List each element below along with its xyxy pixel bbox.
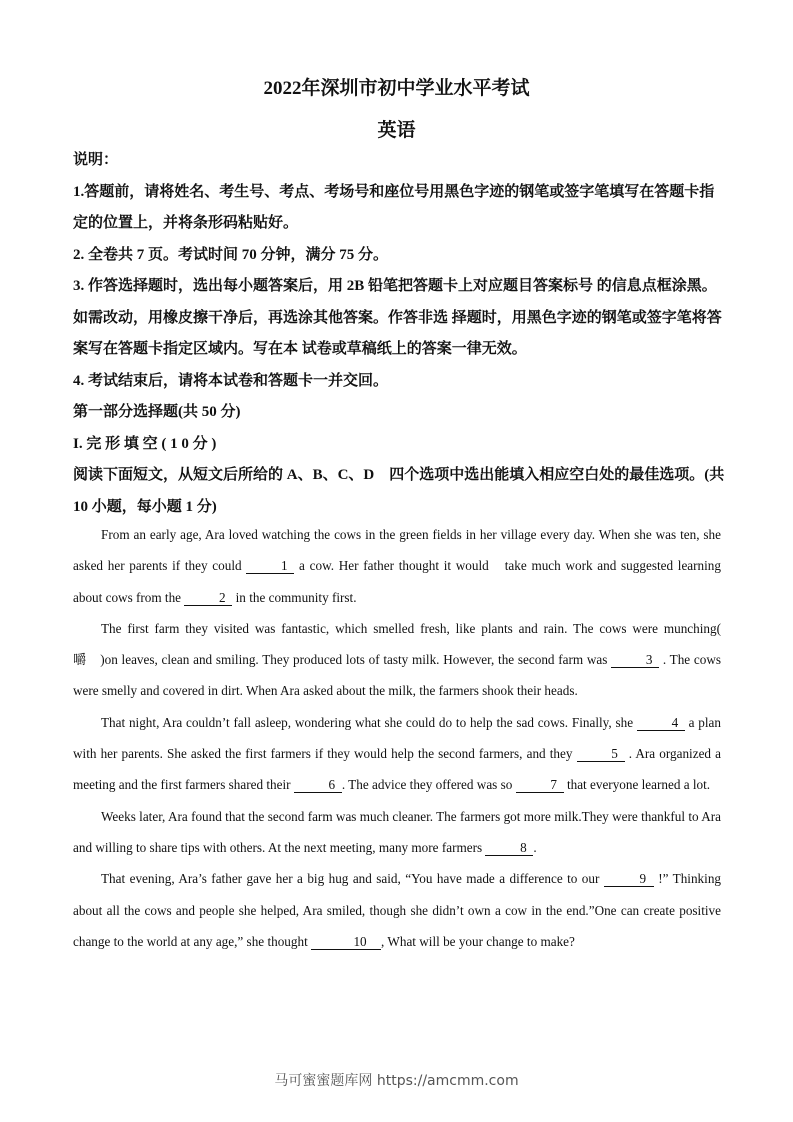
blank-3: 3 [611, 653, 659, 668]
instructions-heading: 说明： [73, 152, 119, 168]
watermark-footer: 马可蜜蜜题库网 https://amcmm.com [274, 1073, 519, 1089]
instructions [73, 145, 725, 523]
passage-text: a plan with her parents. She asked the first farmers if they would help the second farmers, and they [73, 714, 721, 762]
instruction-item: 1.答题前，请将姓名、考生号、考点、考场号和座位号用黑色字迹的钢笔或签字笔填写在答题卡指定的位置上，并将条形码粘贴好。 [73, 183, 715, 231]
passage-text: , What will be your change to make? [381, 933, 575, 949]
part-heading: 第一部分选择题(共 50 分) [73, 404, 241, 420]
subject-title: 英语 [377, 120, 416, 141]
blank-6: 6 [294, 778, 342, 793]
instruction-item: 4. 考试结束后，请将本试卷和答题卡一并交回。 [73, 372, 389, 389]
section-directions: 阅读下面短文，从短文后所给的 A、B、C、D 四个选项中选出能填入相应空白处的最佳选项。(共 10 小题，每小题 1 分) [73, 467, 725, 515]
passage-text: !” Thinking about all the cows and people she helped, Ara smiled, though she didn’t own a cow in the end.”One can create positive change to the world at any age,” she thought [73, 871, 722, 949]
exam-title: 2022年深圳市初中学业水平考试 [263, 78, 530, 99]
passage-text: Weeks later, Ara found that the second farm was much cleaner. The farmers got more milk.They were thankful to Ara and willing to share tips with others. At the next meeting, many more farmers [73, 808, 721, 855]
passage-text: . The cows were smelly and covered in dirt. When Ara asked about the milk, the farmers shook their heads. [73, 652, 721, 699]
blank-9: 9 [604, 872, 654, 887]
passage-text: The first farm they visited was fantastic, which smelled fresh, like plants and rain. The cows were munching( 嚼 )on leaves, clean and smiling. They produced lots of tasty milk. However, the second farm was [73, 620, 735, 668]
passage-text: in the community first. [232, 589, 357, 605]
passage-text: . [533, 839, 537, 855]
instruction-item: 2. 全卷共 7 页。考试时间 70 分钟，满分 75 分。 [73, 246, 389, 263]
passage-text: That evening, Ara’s father gave her a big hug and said, “You have made a difference to our [101, 871, 604, 887]
passage-paragraph [73, 863, 721, 957]
passage-text: . Ara organized a meeting and the first farmers shared their [73, 746, 721, 793]
passage-text: a cow. Her father thought it would take much work and suggested learning about cows from the [73, 558, 721, 605]
cloze-passage [73, 519, 735, 957]
passage-text: that everyone learned a lot. [563, 777, 711, 793]
passage-paragraph [73, 613, 735, 707]
passage-text: That night, Ara couldn’t fall asleep, wondering what she could do to help the sad cows. Finally, she [101, 714, 637, 730]
blank-7: 7 [516, 778, 564, 793]
blank-8: 8 [485, 841, 533, 856]
passage-paragraph [73, 519, 721, 613]
blank-4: 4 [637, 716, 685, 731]
passage-paragraph [73, 801, 721, 864]
blank-5: 5 [577, 747, 625, 762]
blank-10: 10 [311, 935, 381, 950]
blank-1: 1 [246, 559, 294, 574]
instruction-item: 3. 作答选择题时，选出每小题答案后，用 2B 铅笔把答题卡上对应题目答案标号 的信息点框涂黑。如需改动，用橡皮擦干净后，再选涂其他答案。作答非选 择题时，用黑色字迹的钢笔或签字笔将答案写在答题卡指定区域内。写在本 试卷或草稿纸上的答案一律无效。 [73, 278, 722, 357]
passage-paragraph [73, 707, 721, 801]
blank-2: 2 [184, 591, 232, 606]
section-heading: I. 完 形 填 空 ( 1 0 分 ) [73, 435, 217, 452]
passage-text: From an early age, Ara loved watching the cows in the green fields in her village every day. When she was ten, she asked her parents if they could [73, 527, 721, 574]
passage-text: . The advice they offered was so [341, 777, 516, 793]
